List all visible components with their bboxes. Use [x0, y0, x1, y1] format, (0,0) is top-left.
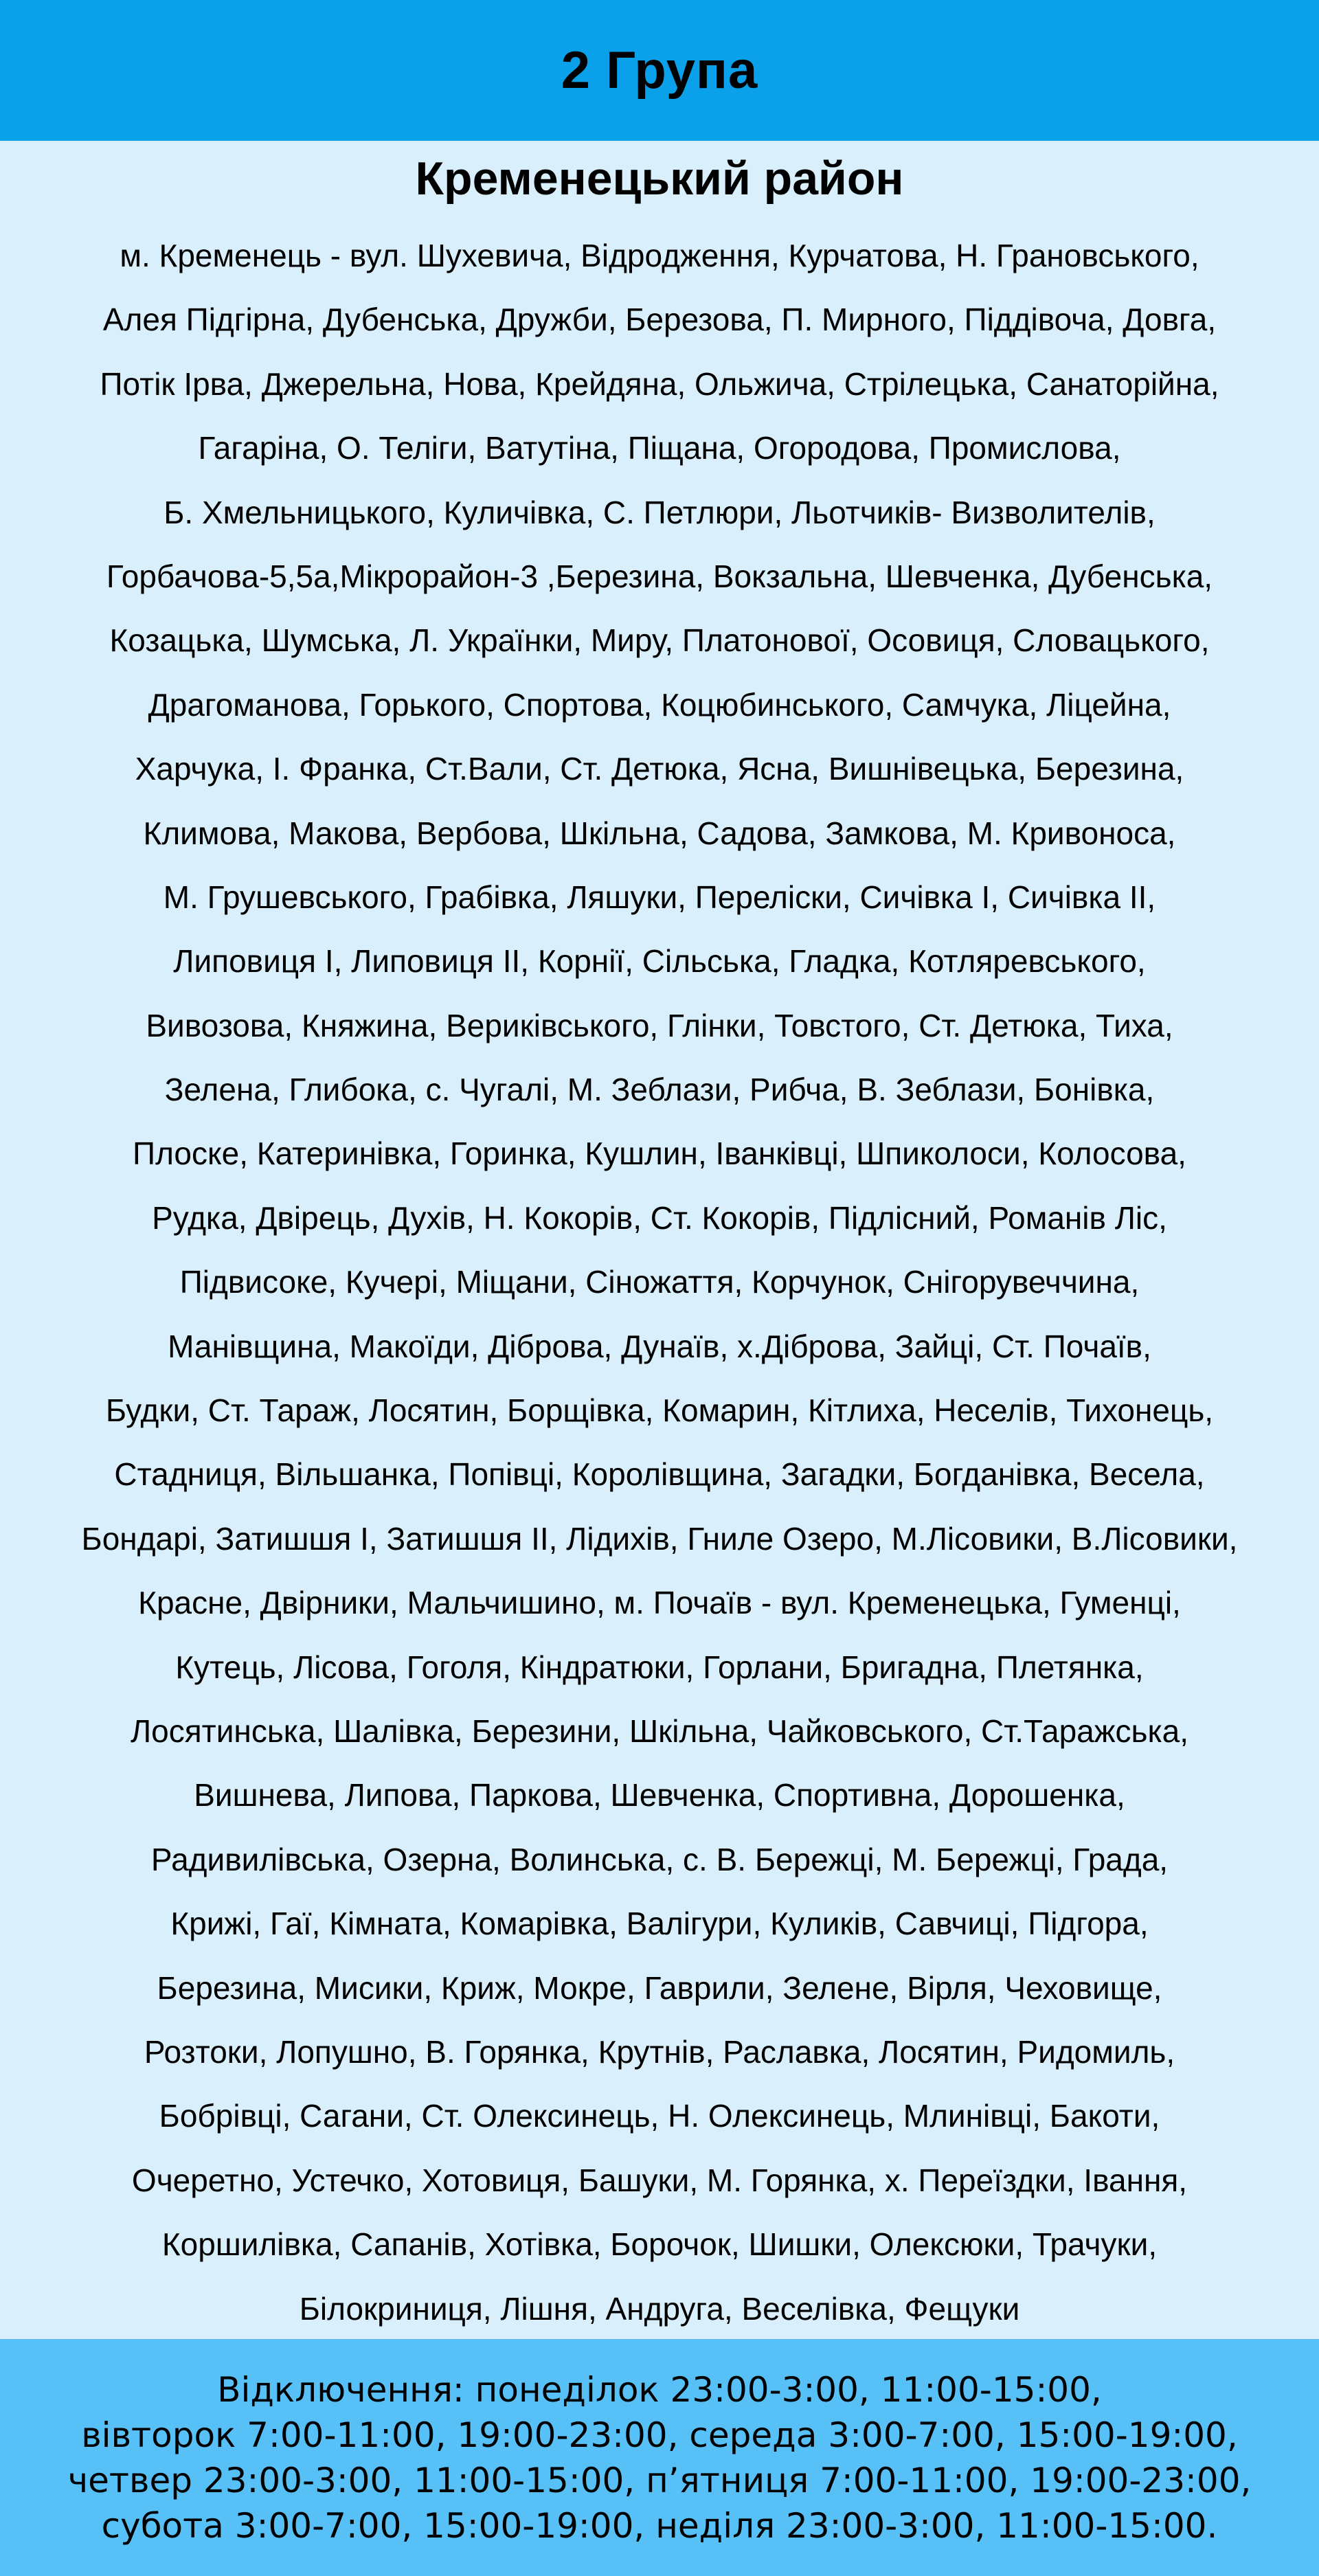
street-line: Рудка, Двірець, Духів, Н. Кокорів, Ст. Кокорів, Підлісний, Романів Ліс, [152, 1199, 1167, 1236]
street-line: Білокриниця, Лішня, Андруга, Веселівка, Фещуки [299, 2290, 1020, 2327]
street-line: Крижі, Гаї, Кімната, Комарівка, Валігури, Куликів, Савчиці, Підгора, [170, 1906, 1149, 1942]
street-line: М. Грушевського, Грабівка, Ляшуки, Переліски, Сичівка I, Сичівка II, [163, 879, 1156, 915]
street-line: Будки, Ст. Тараж, Лосятин, Борщівка, Комарин, Кітлиха, Неселів, Тихонець, [105, 1392, 1214, 1429]
street-line: Горбачова-5,5а,Мікрорайон-3 ,Березина, Вокзальна, Шевченка, Дубенська, [106, 558, 1213, 594]
schedule-line: четвер 23:00-3:00, 11:00-15:00, п’ятниця 7:00-11:00, 19:00-23:00, [67, 2460, 1252, 2500]
street-line: Алея Підгірна, Дубенська, Дружби, Березова, П. Мирного, Піддівоча, Довга, [102, 302, 1217, 338]
street-line: Гагаріна, О. Теліги, Ватутіна, Піщана, Огородова, Промислова, [198, 430, 1121, 466]
street-line: м. Кременець - вул. Шухевича, Відродження, Курчатова, Н. Грановського, [120, 238, 1199, 273]
street-line: Харчука, І. Франка, Ст.Вали, Ст. Детюка, Ясна, Вишнівецька, Березина, [135, 751, 1184, 787]
street-line: Очеретно, Устечко, Хотовиця, Башуки, М. Горянка, х. Переїздки, Івання, [131, 2162, 1188, 2198]
street-line: Вишнева, Липова, Паркова, Шевченка, Спортивна, Дорошенка, [194, 1777, 1125, 1814]
street-line: Стадниця, Вільшанка, Попівці, Королівщина, Загадки, Богданівка, Весела, [114, 1456, 1205, 1493]
schedule-lines [68, 2367, 1252, 2549]
group-header [0, 0, 1319, 141]
street-line: Климова, Макова, Вербова, Шкільна, Садова, Замкова, М. Кривоноса, [143, 815, 1176, 851]
street-line: Лосятинська, Шалівка, Березини, Шкільна, Чайковського, Ст.Таражська, [130, 1713, 1188, 1749]
street-list [0, 224, 1319, 2341]
street-line: Зелена, Глибока, с. Чугалі, М. Зеблази, Рибча, В. Зеблази, Бонівка, [164, 1072, 1155, 1108]
street-line: Плоске, Катеринівка, Горинка, Кушлин, Іванківці, Шпиколоси, Колосова, [133, 1136, 1186, 1172]
district-title: Кременецький район [415, 152, 904, 205]
street-line: Бондарі, Затишшя I, Затишшя II, Лідихів, Гниле Озеро, М.Лісовики, В.Лісовики, [81, 1520, 1238, 1557]
street-line: Розтоки, Лопушно, В. Горянка, Крутнів, Раславка, Лосятин, Ридомиль, [144, 2033, 1175, 2070]
group-title: 2 Група [561, 41, 758, 100]
street-line: Красне, Двірники, Мальчишино, м. Почаїв - вул. Кременецька, Гуменці, [138, 1585, 1181, 1621]
schedule-line: вівторок 7:00-11:00, 19:00-23:00, середа 3:00-7:00, 15:00-19:00, [81, 2415, 1238, 2455]
street-line: Драгоманова, Горького, Спортова, Коцюбинського, Самчука, Ліцейна, [148, 686, 1171, 723]
street-line: Бобрівці, Сагани, Ст. Олексинець, Н. Олексинець, Млинівці, Бакоти, [159, 2098, 1160, 2134]
street-line: Коршилівка, Сапанів, Хотівка, Борочок, Шишки, Олексюки, Трачуки, [161, 2226, 1158, 2263]
street-line: Підвисоке, Кучері, Міщани, Сіножаття, Корчунок, Снігорувеччина, [179, 1264, 1140, 1300]
street-line: Вивозова, Княжина, Вериківського, Глінки, Товстого, Ст. Детюка, Тиха, [146, 1007, 1173, 1043]
street-line: Манівщина, Макоїди, Діброва, Дунаїв, х.Діброва, Зайці, Ст. Почаїв, [168, 1328, 1151, 1364]
street-line: Б. Хмельницького, Куличівка, С. Петлюри, Льотчиків- Визволителів, [164, 494, 1155, 530]
street-line: Березина, Мисики, Криж, Мокре, Гаврили, Зелене, Вірля, Чеховище, [157, 1969, 1162, 2006]
schedule-line: субота 3:00-7:00, 15:00-19:00, неділя 23:00-3:00, 11:00-15:00. [101, 2505, 1218, 2546]
street-line: Потік Ірва, Джерельна, Нова, Крейдяна, Ольжича, Стрілецька, Санаторійна, [100, 365, 1219, 402]
district-heading [0, 141, 1319, 216]
street-line: Козацька, Шумська, Л. Українки, Миру, Платонової, Осовиця, Словацького, [109, 622, 1210, 659]
street-line: Радивилівська, Озерна, Волинська, с. В. Бережці, М. Бережці, Града, [150, 1841, 1169, 1877]
street-line: Липовиця I, Липовиця II, Корнії, Сільська, Гладка, Котляревського, [173, 943, 1146, 980]
street-line: Кутець, Лісова, Гоголя, Кіндратюки, Горлани, Бригадна, Плетянка, [175, 1649, 1144, 1685]
outage-schedule [0, 2339, 1319, 2576]
schedule-line: Відключення: понеділок 23:00-3:00, 11:00-15:00, [217, 2369, 1102, 2410]
